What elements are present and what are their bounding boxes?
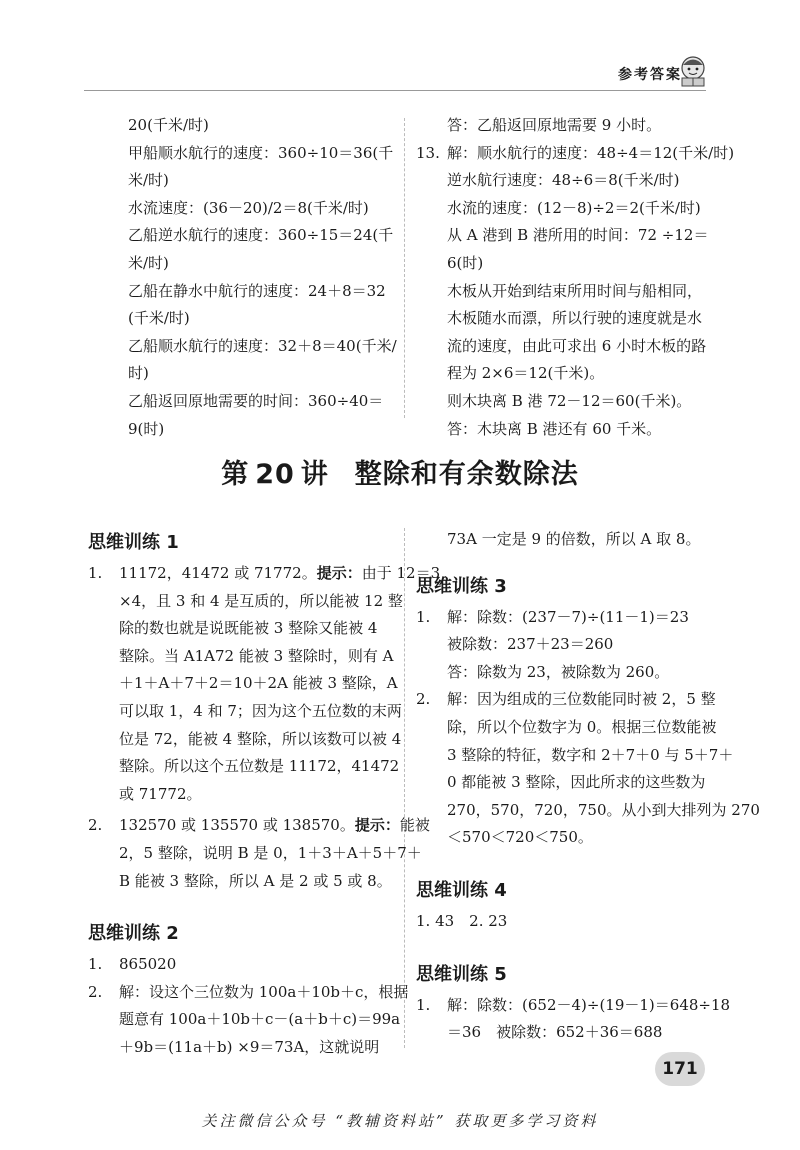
question-number: 1. — [416, 995, 431, 1014]
chapter-name: 整除和有余数除法 — [354, 459, 579, 490]
text-line: 73A 一定是 9 的倍数，所以 A 取 8。 — [447, 530, 701, 548]
answer-line: 答：乙船返回原地需要 9 小时。 — [447, 116, 662, 134]
question-number: 1. — [416, 607, 431, 626]
text-line: 水流的速度：(12－8)÷2＝2(千米/时) — [447, 198, 701, 217]
tip-label: 提示： — [316, 564, 362, 582]
s2-question-2 — [88, 979, 409, 1007]
question-number: 2. — [88, 816, 103, 835]
top-left-column — [128, 112, 398, 443]
text-line: 能被 — [399, 816, 430, 835]
text-line: 20(千米/时) — [128, 116, 209, 134]
text-line: 6(时) — [447, 253, 484, 272]
text-line: 解：除数：(652－4)÷(19－1)＝648÷18 — [447, 995, 731, 1014]
chapter-number: 20 — [255, 459, 295, 490]
text-line: 乙船顺水航行的速度：32＋8＝40(千米/ — [128, 336, 397, 355]
answer-text: 132570 或 135570 或 138570。 — [119, 816, 355, 835]
header-rule — [84, 90, 706, 91]
text-line: 解：除数：(237－7)÷(11－1)＝23 — [447, 607, 689, 626]
header-label: 参考答案 — [618, 67, 682, 83]
text-line: 3 整除的特征，数字和 2＋7＋0 与 5＋7＋ — [447, 745, 734, 764]
section-heading: 思维训练 5 — [416, 963, 507, 985]
section-heading: 思维训练 2 — [88, 923, 179, 945]
s1-question-1 — [88, 560, 441, 588]
answer-text: 865020 — [119, 955, 177, 974]
question-number: 13. — [416, 143, 440, 162]
text-line: B 能被 3 整除，所以 A 是 2 或 5 或 8。 — [119, 871, 392, 890]
text-line: 或 71772。 — [119, 784, 202, 803]
text-line: 除，所以个位数字为 0。根据三位数能被 — [447, 717, 717, 736]
text-line: 解：因为组成的三位数能同时被 2，5 整 — [447, 690, 716, 709]
top-right-column — [416, 112, 735, 443]
text-line: 时) — [128, 364, 149, 383]
text-line: 解：设这个三位数为 100a＋10b＋c，根据 — [119, 982, 409, 1001]
s3-question-1 — [416, 604, 716, 632]
s1-question-2 — [88, 812, 430, 840]
text-line: 解：顺水航行的速度：48÷4＝12(千米/时) — [447, 143, 735, 162]
text-line: 0 都能被 3 整除，因此所求的这些数为 — [447, 773, 706, 792]
tip-label: 提示： — [354, 816, 400, 835]
text-line: 程为 2×6＝12(千米)。 — [447, 364, 605, 383]
text-line: 逆水航行速度：48÷6＝8(千米/时) — [447, 171, 680, 190]
text-line: 9(时) — [128, 419, 165, 438]
text-line: 答：木块离 B 港还有 60 千米。 — [447, 419, 662, 438]
text-line: 2，5 整除，说明 B 是 0，1＋3＋A＋5＋7＋ — [119, 843, 422, 862]
text-line: 水流速度：(36－20)/2＝8(千米/时) — [128, 198, 369, 217]
bottom-left-column — [88, 528, 441, 1062]
text-line: 位是 72，能被 4 整除，所以该数可以被 4 — [119, 729, 402, 748]
text-line: 从 A 港到 B 港所用的时间：72 ÷12＝ — [447, 226, 709, 245]
footer-note: 关注微信公众号 “教辅资料站” 获取更多学习资料 — [201, 1112, 599, 1130]
text-line: ×4，且 3 和 4 是互质的，所以能被 12 整 — [119, 591, 403, 610]
question-number: 1. — [88, 564, 103, 582]
text-line: 乙船返回原地需要的时间：360÷40＝ — [128, 391, 384, 410]
s3-question-2 — [416, 686, 716, 714]
text-line: ＜570＜720＜750。 — [447, 828, 593, 847]
text-line: 乙船逆水航行的速度：360÷15＝24(千 — [128, 226, 394, 245]
s2-question-1 — [88, 951, 398, 979]
text-line: 木板随水而漂，所以行驶的速度就是水 — [447, 309, 703, 328]
page-number: 171 — [655, 1052, 705, 1086]
question-number: 2. — [88, 982, 103, 1001]
text-line: 由于 12＝3 — [361, 564, 441, 582]
text-line: 整除。当 A1A72 能被 3 整除时，则有 A — [119, 646, 394, 665]
text-line: 除的数也就是说既能被 3 整除又能被 4 — [119, 619, 378, 638]
reading-child-icon — [676, 54, 710, 88]
chapter-title — [0, 452, 800, 491]
text-line: 答：除数为 23，被除数为 260。 — [447, 662, 670, 681]
text-line: (千米/时) — [128, 309, 190, 328]
column-divider-top — [404, 118, 405, 418]
text-line: 被除数：237＋23＝260 — [447, 635, 614, 654]
text-line: 米/时) — [128, 171, 169, 190]
text-line: ＋1＋A＋7＋2＝10＋2A 能被 3 整除，A — [119, 674, 398, 693]
s4-answers: 1. 43 2. 23 — [416, 911, 508, 930]
text-line: ＋9b＝(11a＋b) ×9＝73A，这就说明 — [119, 1037, 380, 1056]
text-line: 木板从开始到结束所用时间与船相同， — [447, 281, 703, 300]
question-number: 2. — [416, 690, 431, 709]
text-line: ＝36 被除数：652＋36＝688 — [447, 1023, 663, 1042]
answer-text: 11172，41472 或 71772。 — [119, 564, 317, 582]
text-line: 可以取 1，4 和 7；因为这个五位数的末两 — [119, 701, 402, 720]
column-divider-bottom — [404, 528, 405, 1048]
question-number: 1. — [88, 955, 103, 974]
text-line: 则木块离 B 港 72－12＝60(千米)。 — [447, 391, 692, 410]
text-line: 米/时) — [128, 253, 169, 272]
text-line: 270，570，720，750。从小到大排列为 270 — [447, 800, 760, 819]
section-heading: 思维训练 1 — [88, 532, 179, 553]
chapter-prefix: 第 — [221, 459, 250, 490]
question-13 — [416, 140, 735, 168]
text-line: 甲船顺水航行的速度：360÷10＝36(千 — [128, 143, 394, 162]
section-heading: 思维训练 4 — [416, 879, 507, 901]
text-line: 整除。所以这个五位数是 11172，41472 — [119, 757, 400, 776]
chapter-suffix: 讲 — [300, 459, 329, 490]
section-heading: 思维训练 3 — [416, 575, 507, 597]
text-line: 乙船在静水中航行的速度：24＋8＝32 — [128, 281, 386, 300]
text-line: 流的速度，由此可求出 6 小时木板的路 — [447, 336, 707, 355]
text-line: 题意有 100a＋10b＋c－(a＋b＋c)＝99a — [119, 1010, 401, 1029]
s5-question-1 — [416, 992, 731, 1020]
bottom-right-column — [416, 526, 760, 1047]
